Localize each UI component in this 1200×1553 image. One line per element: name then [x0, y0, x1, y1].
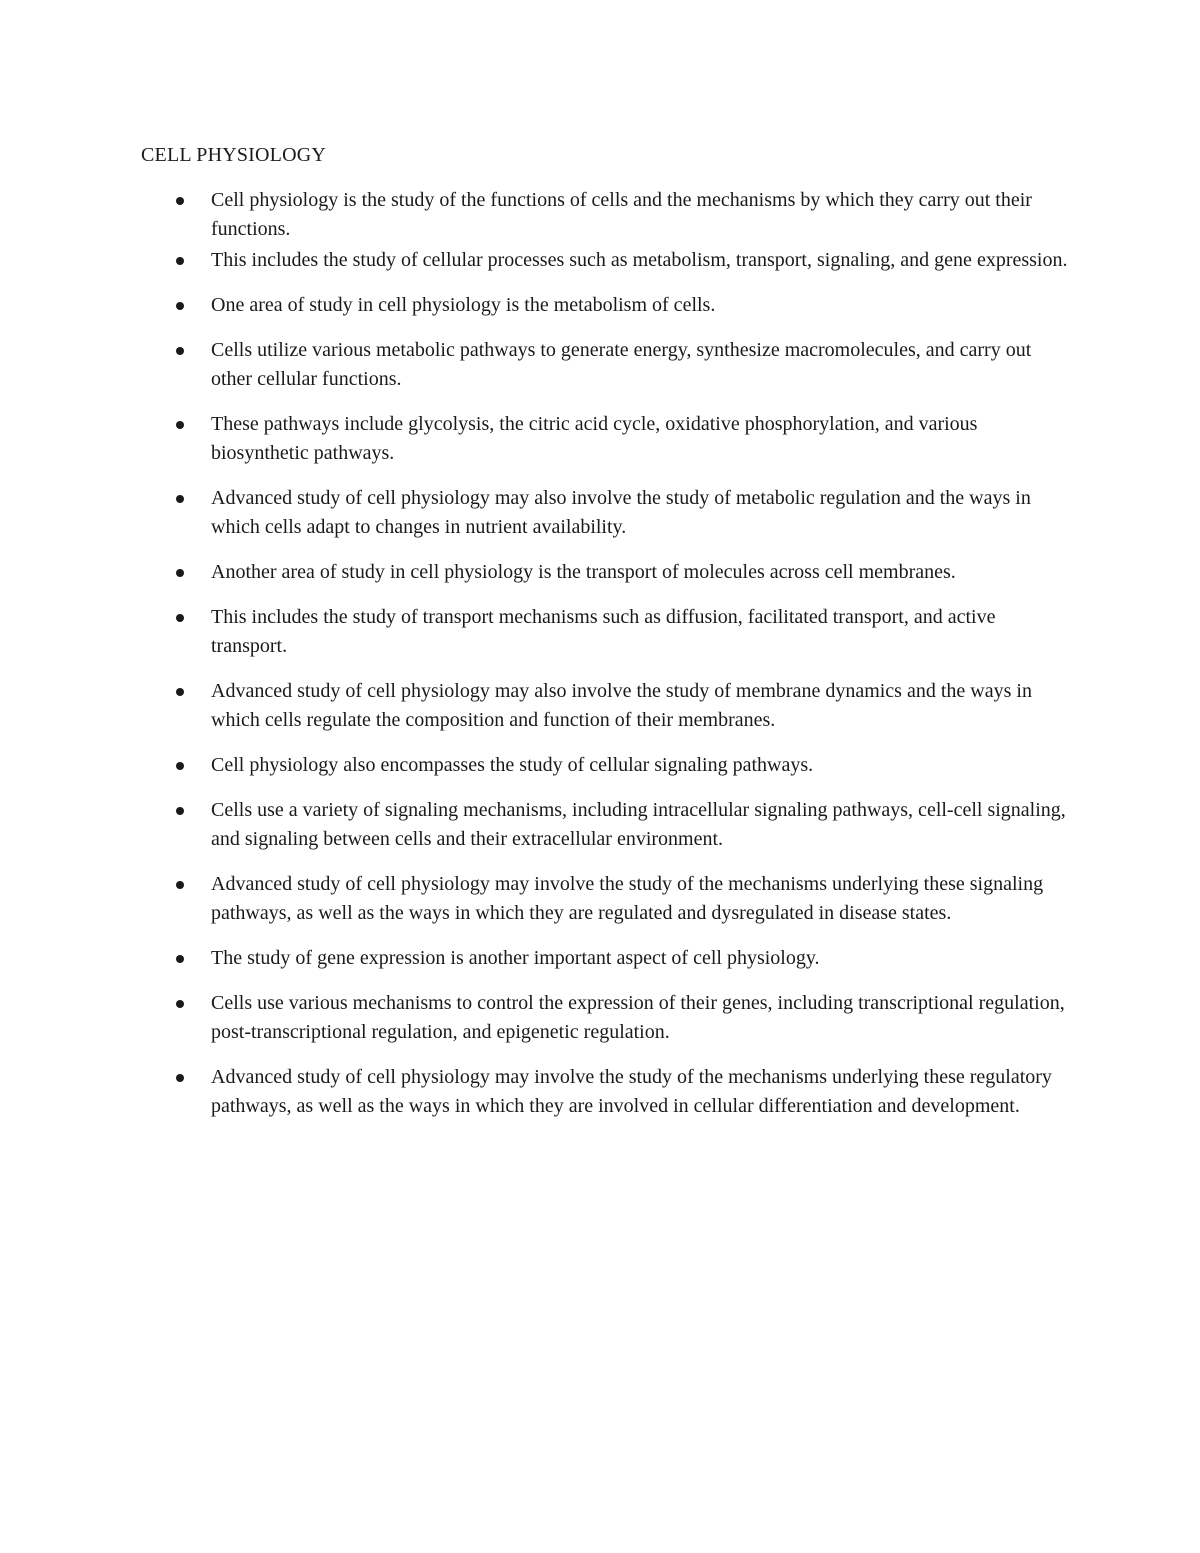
list-item-text: Cells utilize various metabolic pathways to generate energy, synthesize macromolecules, and carry out other cellular functions. [211, 339, 1032, 390]
list-item [0, 1063, 1071, 1121]
list-item [0, 870, 1071, 928]
list-item-text: Advanced study of cell physiology may also involve the study of metabolic regulation and the ways in which cells adapt to changes in nutrient availability. [211, 487, 1031, 538]
bullet-icon [176, 421, 184, 429]
list-item [0, 603, 1071, 661]
bullet-icon [176, 1074, 184, 1082]
bullet-icon [176, 1000, 184, 1008]
list-item-text: These pathways include glycolysis, the citric acid cycle, oxidative phosphorylation, and various biosynthetic pathways. [211, 413, 978, 464]
bullet-list [0, 186, 1200, 1137]
list-item [0, 246, 1071, 275]
bullet-icon [176, 302, 184, 310]
list-item-text: One area of study in cell physiology is the metabolism of cells. [211, 294, 716, 316]
document-title: CELL PHYSIOLOGY [141, 144, 327, 166]
list-item [0, 558, 1071, 587]
list-item-text: Another area of study in cell physiology is the transport of molecules across cell membranes. [211, 561, 956, 583]
list-item [0, 677, 1071, 735]
bullet-icon [176, 347, 184, 355]
bullet-icon [176, 688, 184, 696]
bullet-icon [176, 257, 184, 265]
list-item [0, 796, 1071, 854]
bullet-icon [176, 614, 184, 622]
bullet-icon [176, 762, 184, 770]
list-item [0, 944, 1071, 973]
list-item [0, 291, 1071, 320]
list-item-text: Cell physiology is the study of the functions of cells and the mechanisms by which they carry out their functions. [211, 189, 1032, 240]
list-item-text: This includes the study of cellular processes such as metabolism, transport, signaling, and gene expression. [211, 249, 1068, 271]
bullet-icon [176, 197, 184, 205]
bullet-icon [176, 495, 184, 503]
list-item-text: The study of gene expression is another important aspect of cell physiology. [211, 947, 820, 969]
bullet-icon [176, 881, 184, 889]
list-item [0, 186, 1071, 244]
list-item-text: Cells use various mechanisms to control the expression of their genes, including transcriptional regulation, post-transcriptional regulation, and epigenetic regulation. [211, 992, 1065, 1043]
list-item [0, 410, 1071, 468]
list-item [0, 989, 1071, 1047]
list-item-text: Advanced study of cell physiology may involve the study of the mechanisms underlying these signaling pathways, as well as the ways in which they are regulated and dysregulated in disease states. [211, 873, 1044, 924]
list-item [0, 751, 1071, 780]
bullet-icon [176, 569, 184, 577]
bullet-icon [176, 955, 184, 963]
list-item-text: Advanced study of cell physiology may involve the study of the mechanisms underlying these regulatory pathways, as well as the ways in which they are involved in cellular differentiation and development. [211, 1066, 1052, 1117]
list-item-text: This includes the study of transport mechanisms such as diffusion, facilitated transport, and active transport. [211, 606, 996, 657]
list-item [0, 484, 1071, 542]
list-item-text: Advanced study of cell physiology may also involve the study of membrane dynamics and the ways in which cells regulate the composition and function of their membranes. [211, 680, 1032, 731]
list-item-text: Cell physiology also encompasses the study of cellular signaling pathways. [211, 754, 814, 776]
bullet-icon [176, 807, 184, 815]
list-item-text: Cells use a variety of signaling mechanisms, including intracellular signaling pathways, cell-cell signaling, and signaling between cells and their extracellular environment. [211, 799, 1066, 850]
list-item [0, 336, 1071, 394]
